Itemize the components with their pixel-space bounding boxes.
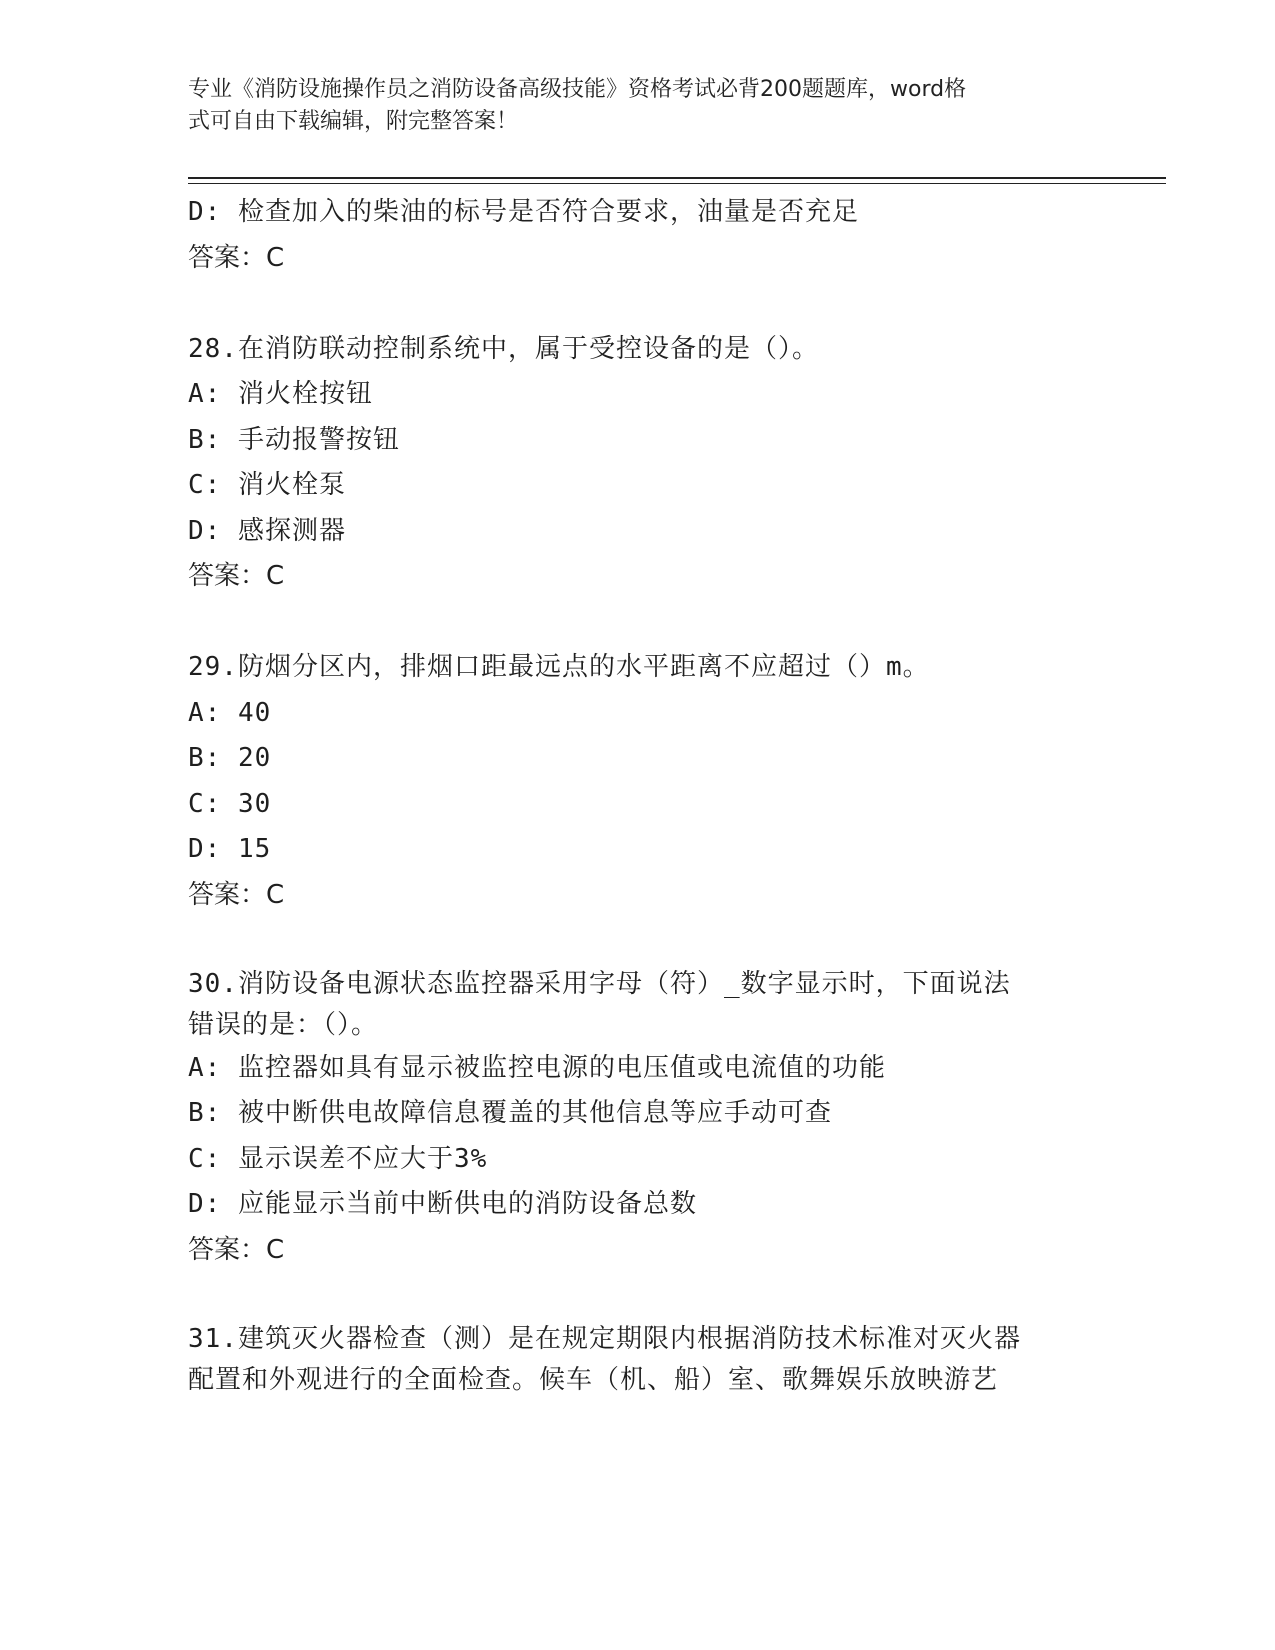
spacer xyxy=(188,1273,1166,1319)
option-d: D: 15 xyxy=(188,834,272,864)
question-stem-line-2: 错误的是：（）。 xyxy=(188,1009,379,1040)
spacer xyxy=(188,918,1166,964)
option-a: A: 消火栓按钮 xyxy=(188,379,373,409)
answer-line: 答案：C xyxy=(188,242,285,273)
question-stem: 29.防烟分区内，排烟口距最远点的水平距离不应超过（）m。 xyxy=(188,652,930,682)
spacer xyxy=(188,600,1166,646)
option-d: D: 应能显示当前中断供电的消防设备总数 xyxy=(188,1189,697,1219)
option-a: A: 监控器如具有显示被监控电源的电压值或电流值的功能 xyxy=(188,1052,886,1083)
header-divider-thick xyxy=(188,177,1166,179)
option-a: A: 40 xyxy=(188,697,272,728)
answer-line: 答案：C xyxy=(188,879,285,910)
answer-line: 答案：C xyxy=(188,561,285,591)
question-stem-line-2: 配置和外观进行的全面检查。候车（机、船）室、歌舞娱乐放映游艺 xyxy=(188,1364,999,1395)
option-c: C: 显示误差不应大于3% xyxy=(188,1143,488,1174)
answer-line: 答案：C xyxy=(188,1234,285,1265)
option-c: C: 30 xyxy=(188,788,272,819)
question-stem: 28.在消防联动控制系统中，属于受控设备的是（）。 xyxy=(188,333,819,364)
spacer xyxy=(188,281,1166,327)
option-b: B: 手动报警按钮 xyxy=(188,424,400,455)
option-b: B: 被中断供电故障信息覆盖的其他信息等应手动可查 xyxy=(188,1098,832,1128)
document-header xyxy=(188,74,1088,138)
option-c: C: 消火栓泵 xyxy=(188,470,346,500)
option-d: D: 感探测器 xyxy=(188,515,346,546)
question-stem-line-1: 31.建筑灭火器检查（测）是在规定期限内根据消防技术标准对灭火器 xyxy=(188,1323,1021,1354)
question-list xyxy=(188,190,1166,1401)
header-line-1: 专业《消防设施操作员之消防设备高级技能》资格考试必背200题题库，word格 xyxy=(188,77,967,102)
header-divider-thin xyxy=(188,183,1166,184)
question-stem-line-1: 30.消防设备电源状态监控器采用字母（符）_数字显示时，下面说法 xyxy=(188,968,1011,999)
option-d: D: 检查加入的柴油的标号是否符合要求，油量是否充足 xyxy=(188,197,859,227)
option-b: B: 20 xyxy=(188,743,272,773)
header-line-2: 式可自由下载编辑，附完整答案！ xyxy=(188,109,519,134)
